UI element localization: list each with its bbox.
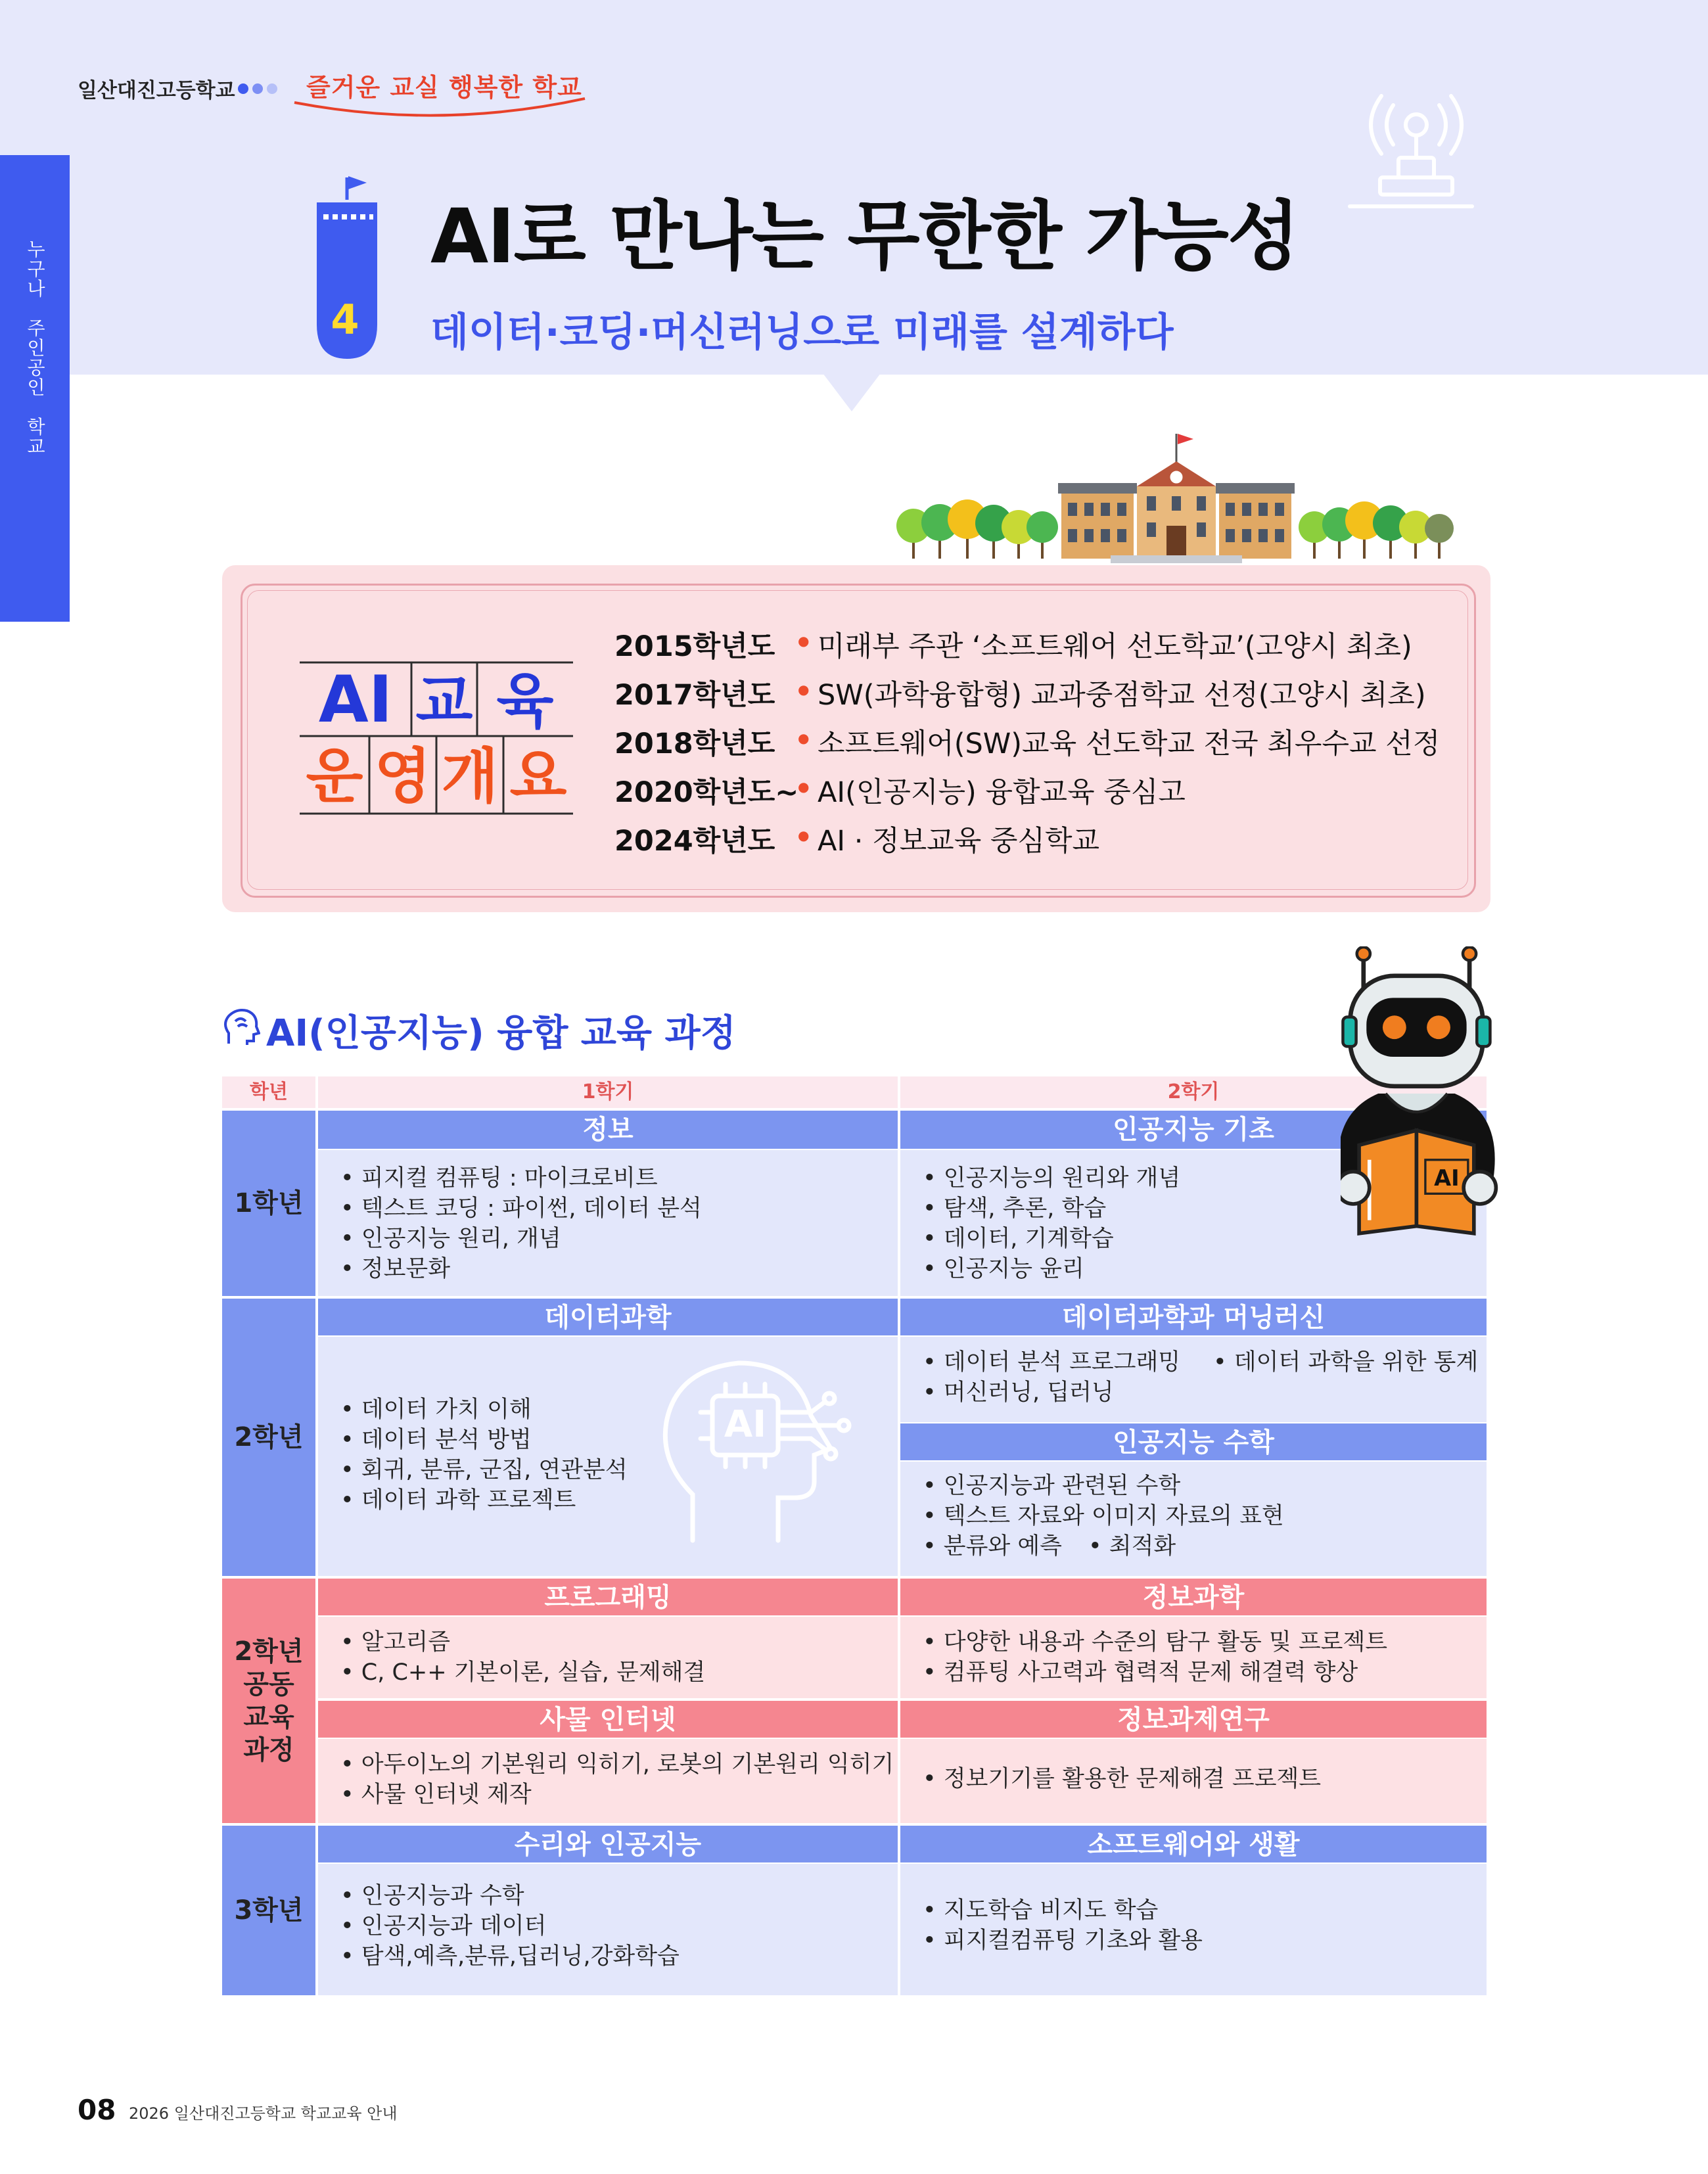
list-item: • 정보문화 <box>340 1254 702 1284</box>
overview-year: 2017학년도 <box>614 679 775 712</box>
list-item: • C, C++ 기본이론, 실습, 문제해결 <box>340 1657 705 1688</box>
grade-1-label: 1학년 <box>222 1111 315 1296</box>
ai-head-icon <box>647 1350 870 1547</box>
overview-year: 2020학년도~ <box>614 776 799 809</box>
slogan: 즐거운 교실 행복한 학교 <box>306 73 582 102</box>
overview-title <box>300 656 582 820</box>
school-name: 일산대진고등학교 <box>78 79 235 103</box>
label-line: 공동 <box>243 1669 294 1700</box>
dot-icon <box>238 83 248 94</box>
subject-content <box>900 1337 1487 1422</box>
overview-desc: AI · 정보교육 중심학교 <box>818 825 1100 858</box>
subject-content <box>900 1739 1487 1823</box>
list-item: • 인공지능 원리, 개념 <box>340 1224 702 1254</box>
item-list <box>923 1347 1180 1408</box>
list-item: • 정보기기를 활용한 문제해결 프로젝트 <box>923 1764 1321 1794</box>
list-item: • 사물 인터넷 제작 <box>340 1780 894 1810</box>
label-line: 교육 <box>243 1702 294 1732</box>
list-item: • 텍스트 코딩 : 파이썬, 데이터 분석 <box>340 1193 702 1224</box>
bullet-icon: ● <box>798 730 810 746</box>
brain-head-icon <box>221 1007 260 1049</box>
overview-desc: SW(과학융합형) 교과중점학교 선정(고양시 최초) <box>818 679 1426 712</box>
list-item: • 데이터 과학 프로젝트 <box>340 1485 628 1515</box>
header-semester-1: 1학기 <box>318 1076 898 1108</box>
list-item: • 지도학습 비지도 학습 <box>923 1895 1203 1926</box>
page-subtitle: 데이터·코딩·머신러닝으로 미래를 설계하다 <box>430 310 1174 356</box>
overview-title-char: 영 <box>374 742 432 811</box>
list-item: • 데이터 분석 방법 <box>340 1425 628 1455</box>
subject-content <box>318 1150 898 1296</box>
list-item: • 최적화 <box>1088 1531 1176 1561</box>
ai-icon-label: AI <box>724 1403 767 1446</box>
overview-year: 2018학년도 <box>614 728 775 760</box>
list-item: • 아두이노의 기본원리 익히기, 로봇의 기본원리 익히기 <box>340 1749 894 1780</box>
item-list <box>923 1627 1387 1688</box>
list-item: • 데이터, 기계학습 <box>923 1224 1180 1254</box>
subject-header: 소프트웨어와 생활 <box>900 1826 1487 1862</box>
item-list <box>340 1749 894 1810</box>
school-building-illustration <box>894 421 1459 572</box>
footer-text: 2026 일산대진고등학교 학교교육 안내 <box>129 2104 398 2123</box>
item-list <box>340 1881 680 1972</box>
bullet-icon: ● <box>798 682 810 697</box>
subject-header: 인공지능 기초 <box>900 1111 1487 1149</box>
list-item: • 데이터 가치 이해 <box>340 1395 628 1425</box>
page-title: AI로 만나는 무한한 가능성 <box>430 193 1299 280</box>
bullet-icon: ● <box>798 779 810 795</box>
subject-header: 인공지능 수학 <box>900 1423 1487 1460</box>
overview-desc: 미래부 주관 ‘소프트웨어 선도학교’(고양시 최초) <box>818 630 1412 663</box>
item-list <box>923 1895 1203 1956</box>
overview-title-char: AI <box>318 662 393 737</box>
grade-3-label: 3학년 <box>222 1826 315 1995</box>
grade-2-label: 2학년 <box>222 1299 315 1576</box>
list-item: • 데이터 분석 프로그래밍 <box>923 1347 1180 1377</box>
list-item: • 알고리즘 <box>340 1627 705 1657</box>
list-item: • 분류와 예측 <box>923 1531 1284 1561</box>
common-curriculum-label <box>222 1579 315 1823</box>
list-item: • 데이터 과학을 위한 통계 <box>1213 1347 1478 1377</box>
overview-year: 2015학년도 <box>614 630 775 663</box>
overview-title-char: 개 <box>441 742 499 811</box>
subject-header: 정보과제연구 <box>900 1701 1487 1738</box>
subject-header: 프로그래밍 <box>318 1579 898 1615</box>
list-item: • 탐색, 추론, 학습 <box>923 1193 1180 1224</box>
list-item: • 다양한 내용과 수준의 탐구 활동 및 프로젝트 <box>923 1627 1387 1657</box>
subject-content <box>318 1864 898 1995</box>
subject-header: 정보과학 <box>900 1579 1487 1615</box>
label-line: 2학년 <box>234 1636 304 1667</box>
list-item: • 탐색,예측,분류,딥러닝,강화학습 <box>340 1941 680 1972</box>
list-item: • 인공지능과 수학 <box>340 1881 680 1911</box>
subject-content <box>318 1337 898 1576</box>
subject-header: 데이터과학 <box>318 1299 898 1335</box>
dot-icon <box>252 83 263 94</box>
dot-icon <box>267 83 277 94</box>
overview-desc: 소프트웨어(SW)교육 선도학교 전국 최우수교 선정 <box>818 728 1441 760</box>
overview-year: 2024학년도 <box>614 825 775 858</box>
subject-header: 사물 인터넷 <box>318 1701 898 1738</box>
overview-title-char: 운 <box>306 742 363 811</box>
list-item: • 피지컬컴퓨팅 기초와 활용 <box>923 1926 1203 1956</box>
item-list <box>1213 1347 1478 1377</box>
overview-title-char: 교 <box>415 667 473 736</box>
list-item: • 텍스트 자료와 이미지 자료의 표현 <box>923 1501 1284 1531</box>
subject-header: 정보 <box>318 1111 898 1149</box>
subject-header: 데이터과학과 머닝러신 <box>900 1299 1487 1335</box>
subject-header: 수리와 인공지능 <box>318 1826 898 1862</box>
curriculum-title: AI(인공지능) 융합 교육 과정 <box>266 1012 736 1055</box>
book-label: AI <box>1434 1165 1460 1191</box>
broadcast-antenna-icon <box>1341 85 1492 217</box>
subject-content <box>900 1617 1487 1698</box>
subject-content <box>318 1617 898 1698</box>
subject-content <box>900 1864 1487 1995</box>
item-list <box>340 1627 705 1688</box>
overview-title-char: 요 <box>509 742 567 811</box>
subject-content <box>318 1739 898 1823</box>
list-item: • 머신러닝, 딥러닝 <box>923 1377 1180 1408</box>
list-item: • 인공지능의 원리와 개념 <box>923 1163 1180 1193</box>
slogan-underline <box>289 84 591 130</box>
list-item: • 회귀, 분류, 군집, 연관분석 <box>340 1455 628 1485</box>
header-grade: 학년 <box>222 1076 315 1108</box>
side-tab-label: 누 구 나 주 인 공 인 학 교 <box>27 239 45 457</box>
overview-title-char: 육 <box>496 667 554 736</box>
overview-desc: AI(인공지능) 융합교육 중심고 <box>818 776 1186 809</box>
subject-content <box>900 1462 1487 1576</box>
list-item: • 인공지능 윤리 <box>923 1254 1180 1284</box>
header-notch <box>823 373 881 411</box>
robot-reading-illustration <box>1341 946 1498 1249</box>
label-line: 과정 <box>243 1735 294 1765</box>
item-list <box>1088 1531 1176 1561</box>
list-item: • 인공지능과 데이터 <box>340 1911 680 1941</box>
list-item: • 인공지능과 관련된 수학 <box>923 1471 1284 1501</box>
item-list <box>923 1764 1321 1794</box>
bullet-icon: ● <box>798 827 810 843</box>
list-item: • 피지컬 컴퓨팅 : 마이크로비트 <box>340 1163 702 1193</box>
item-list <box>340 1395 628 1515</box>
item-list <box>923 1163 1180 1284</box>
page-number: 08 <box>78 2094 116 2126</box>
list-item: • 컴퓨팅 사고력과 협력적 문제 해결력 향상 <box>923 1657 1387 1688</box>
bullet-icon: ● <box>798 633 810 649</box>
chapter-number: 4 <box>331 296 359 344</box>
header-semester-2: 2학기 <box>900 1076 1487 1108</box>
item-list <box>340 1163 702 1284</box>
